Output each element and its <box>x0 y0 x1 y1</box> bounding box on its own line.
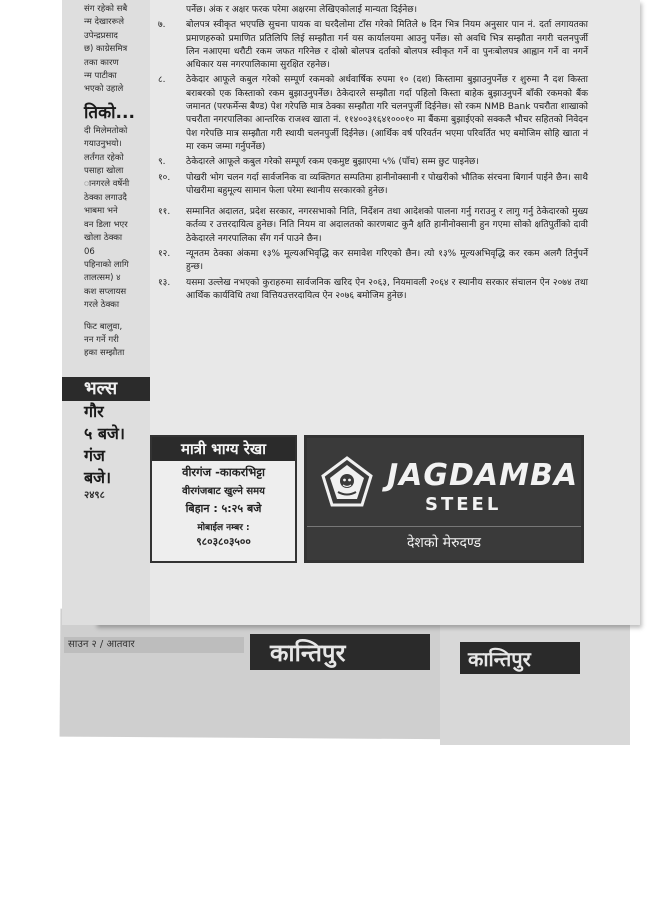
steel-ad-brand: JAGDAMBA <box>387 458 579 493</box>
clause-item <box>158 156 588 169</box>
bus-ad-mobile-label: मोबाईल नम्बर : <box>197 523 250 533</box>
strip-line: गयाउनुभयो। <box>84 139 122 150</box>
clause-item <box>158 248 588 275</box>
clause-number: ८. <box>158 75 166 86</box>
strip-line: खोला ठेक्का <box>84 233 123 244</box>
clause-item <box>158 172 588 199</box>
clause-text: सम्मानित अदालत, प्रदेश सरकार, नगरसभाको निति, निर्देशन तथा आदेशको पालना गर्नु गराउनु र लागु गर्नु ठेकेदारको मुख्य कर्तव्य र उत्तरदायित्व हुनेछ। निति नियम वा अदालतको कारणबाट कुनै क्षति हानीनोक्सानी हुन गएमा सोको क्षतिपुर्तीको दावी ठेकेदारले नगरपालिका सँग गर्न पाउने छैन। <box>186 207 588 244</box>
bus-service-ad <box>150 435 297 563</box>
strip-line: ठेक्का लगाउदै <box>84 192 127 203</box>
bus-ad-route: वीरगंज -काकरभिट्टा <box>182 465 265 479</box>
clause-number: १०. <box>158 172 171 183</box>
clause-text: ठेकेदार आफूले कबुल गरेको सम्पूर्ण रकमको अर्धवार्षिक रुपमा १० (दश) किस्तामा बुझाउनुपर्नेछ र शुरुमा नै दश किस्ता बराबरको एक किस्ताको रकम बुझाउनुपर्नेछ। ठेकेदारले सम्झौता गर्दा पहिलो किस्ता बाहेक बुझाउनुपर्ने बाँकी रकमको बैंक जमानत (परफर्मेन्स बैण्ड) पेश गरेपछि मात्र ठेक्का सम्झौता गरि चलनपुर्जी दिईनेछ। सो रकम NMB Bank पचरौता शाखाको पचरौता नगरपालिका आन्तरिक राजश्व खाता नं. ११४००३१६४१०००१० मा बैंकमा बुझाईएको सक्कलै भौचर सहितको निवेदन पेश गरेपछि मात्र सम्झौता गरी स्थायी चलनपुर्जी दिईनेछ। (आर्थिक वर्ष परिवर्तन भएमा परिवर्तित भए बमोजिम सोहि खाता नं मा रकम जम्मा गर्नुपर्नेछ) <box>186 75 588 152</box>
newspaper-masthead: कान्तिपुर <box>250 634 430 670</box>
newspaper-masthead-right: कान्तिपुर <box>460 642 580 674</box>
back-newspaper-sheet <box>60 609 471 740</box>
strip-heading: तिको... <box>84 102 135 123</box>
strip-ad-line: बजे। <box>84 467 112 487</box>
strip-line: वन डिला भएर <box>84 219 128 230</box>
clause-text: यसमा उल्लेख नभएको कुराहरुमा सार्वजनिक खरिद ऐन २०६३, नियमावली २०६४ र स्थानीय सरकार संचालन ऐन २०७४ तथा आर्थिक कार्यविधि तथा वित्तियउत्तरदायित्व ऐन २०७६ बमोजिम हुनेछ। <box>186 277 588 301</box>
clause-item <box>158 74 588 154</box>
strip-line: छ) काग्रेसमित्र <box>84 44 128 55</box>
steel-ad-tagline: देशको मेरुदण्ड <box>307 526 581 559</box>
bus-ad-mobile: ९८०३८०३५०० <box>196 536 251 548</box>
strip-line: नन गर्ने गरी <box>84 334 119 345</box>
strip-line: फिट बालुवा, <box>84 321 123 332</box>
clause-number: १२. <box>158 249 171 260</box>
strip-line: भाबमा भने <box>84 206 118 217</box>
left-column-strip <box>62 0 150 625</box>
strip-ad-band: भल्स <box>62 377 150 401</box>
notice-clauses <box>158 4 588 305</box>
steel-company-ad <box>304 435 584 563</box>
clause-text: ठेकेदारले आफूले कबुल गरेको सम्पूर्ण रकम एकमुष्ट बुझाएमा ५% (पाँच) सम्म छुट पाइनेछ। <box>186 157 479 168</box>
clause-item <box>158 4 588 17</box>
clause-number: ११. <box>158 207 171 218</box>
clause-number: १३. <box>158 277 171 288</box>
strip-line: तका कारण <box>84 57 119 68</box>
bus-ad-time: बिहान : ५:२५ बजे <box>185 502 262 515</box>
strip-line: ानगरले वर्षेनी <box>84 179 130 190</box>
clause-text: पोखरी भोग चलन गर्दा सार्वजनिक वा व्यक्तिगत सम्पतिमा हानीनोक्सानी र पोखरीको भौतिक संरचना बिगार्न पाईने छैन। साथै पोखरीमा बहुमूल्य सामान फेला परेमा स्थानीय सरकारको हुनेछ। <box>186 172 588 196</box>
bus-ad-title: मात्री भाग्य रेखा <box>152 437 295 461</box>
strip-line: तालत्सम) ४ <box>84 273 121 284</box>
strip-line: उपेन्द्रप्रसाद <box>84 30 118 41</box>
strip-line: कश सप्लायस <box>84 286 127 297</box>
strip-ad-line: गौर <box>84 401 104 421</box>
strip-line: संग रहेको सबै <box>84 4 128 14</box>
bus-ad-departure-label: वीरगंजबाट खुल्ने समय <box>182 486 265 497</box>
steel-ad-product: STEEL <box>425 494 502 515</box>
strip-ad-line: गंज <box>84 445 105 465</box>
strip-line: पसाहा खोला <box>84 166 124 177</box>
strip-line: दी मिलेमतोको <box>84 125 128 136</box>
strip-line: भएको उहाले <box>84 84 124 95</box>
strip-line: लर्तंगत रहेको <box>84 152 124 163</box>
strip-number: २४९८ <box>84 489 105 501</box>
back-newspaper-sheet-right <box>440 615 630 745</box>
strip-line: हका सम्झौता <box>84 348 125 359</box>
clause-text: बोलपत्र स्वीकृत भएपछि सुचना पायक वा घरदैलोमा टाँस गरेको मितिले ७ दिन भित्र नियम अनुसार पान नं. दर्ता लगायतका प्रमाणहरुको प्रमाणित प्रतिलिपि लिई सम्झौता गर्न यस कार्यालयमा आउनु पर्नेछ। सो अवधि भित्र सम्झौता नगरी चलनपुर्जी लिन नआएमा धरौटी रकम जफत गरिनेछ र दोस्रो बोलपत्र दर्ताको बोलपत्र स्वीकृत गर्ने वा पुनःबोलपत्र आह्वान गर्ने वा नगर्ने अधिकार यस नगरपालिकामा सुरक्षित रहनेछ। <box>186 20 588 71</box>
clause-item <box>158 206 588 246</box>
clause-item <box>158 277 588 304</box>
clause-number <box>158 4 186 17</box>
clause-number: ७. <box>158 20 166 31</box>
back-date-bar: साउन २ / आतवार <box>64 637 244 653</box>
clause-number: ९. <box>158 157 166 168</box>
strip-line: न्म देखाररूले <box>84 17 125 28</box>
strip-line: पहिनाको लागि <box>84 259 129 270</box>
strip-line: 06 <box>84 246 95 257</box>
clause-text: पर्नेछ। अंक र अक्षर फरक परेमा अक्षरमा लेखिएकोलाई मान्यता दिईनेछ। <box>186 5 417 15</box>
clause-item <box>158 19 588 72</box>
strip-ad-line: ५ बजे। <box>84 423 125 443</box>
clause-text: न्यूनतम ठेक्का अंकमा १३% मूल्यअभिवृद्धि कर समावेश गरिएको छैन। त्यो १३% मूल्यअभिवृद्धि कर रकम अलगै तिर्नुपर्ने हुन्छ। <box>186 249 588 273</box>
strip-line: गरले ठेक्का <box>84 300 120 311</box>
pentagon-deity-logo-icon <box>321 456 373 508</box>
strip-line: न्म पाटीका <box>84 71 117 82</box>
